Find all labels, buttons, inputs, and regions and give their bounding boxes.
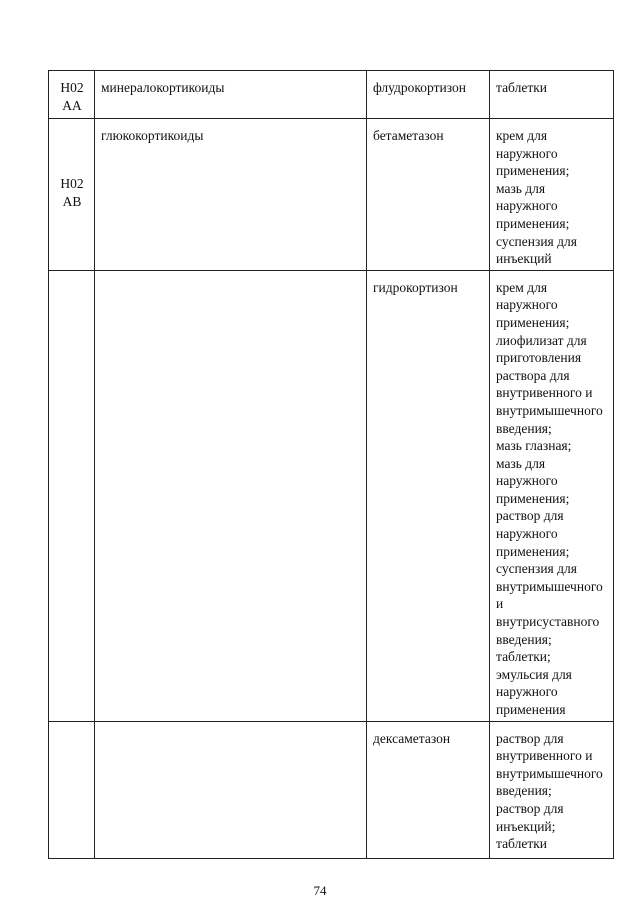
dosage-form: крем для наружного применения; xyxy=(496,279,570,330)
table-row xyxy=(49,119,614,271)
dosage-form: таблетки; xyxy=(496,649,551,665)
dosage-form: раствор для внутривенного и внутримышечного введения; xyxy=(496,730,603,799)
dosage-form: мазь для наружного применения; xyxy=(496,180,570,231)
group-cell xyxy=(95,270,367,721)
group-cell: глюкокортикоиды xyxy=(95,119,367,271)
dosage-form: раствор для инъекций; xyxy=(496,800,564,834)
dosage-form: мазь глазная; xyxy=(496,438,572,454)
table-row xyxy=(49,71,614,119)
dosage-forms-cell xyxy=(490,119,614,271)
dosage-forms-cell xyxy=(490,721,614,858)
drug-cell: гидрокортизон xyxy=(367,270,490,721)
table-row xyxy=(49,721,614,858)
group-cell xyxy=(95,721,367,858)
dosage-form: таблетки xyxy=(496,80,548,95)
dosage-form: суспензия для инъекций xyxy=(496,233,577,267)
dosage-form: крем для наружного применения; xyxy=(496,128,570,179)
atc-code-cell: H02 AB xyxy=(49,119,95,271)
dosage-form: лиофилизат для приготовления раствора для внутривенного и внутримышечного введения; xyxy=(496,332,603,436)
dosage-form: раствор для наружного применения; xyxy=(496,508,570,559)
atc-code-cell xyxy=(49,270,95,721)
dosage-forms-cell xyxy=(490,71,614,119)
atc-code-cell: H02 AA xyxy=(49,71,95,119)
dosage-forms-cell xyxy=(490,270,614,721)
drug-cell: бетаметазон xyxy=(367,119,490,271)
group-cell: минералокортикоиды xyxy=(95,71,367,119)
drug-cell: флудрокортизон xyxy=(367,71,490,119)
drug-cell: дексаметазон xyxy=(367,721,490,858)
dosage-form: эмульсия для наружного применения xyxy=(496,666,572,717)
dosage-form: суспензия для внутримышечного и внутрисуставного введения; xyxy=(496,561,603,647)
dosage-form: таблетки xyxy=(496,836,548,852)
drug-table xyxy=(48,70,614,859)
atc-code-cell xyxy=(49,721,95,858)
dosage-form: мазь для наружного применения; xyxy=(496,455,570,506)
table-row xyxy=(49,270,614,721)
page-number: 74 xyxy=(313,883,327,898)
